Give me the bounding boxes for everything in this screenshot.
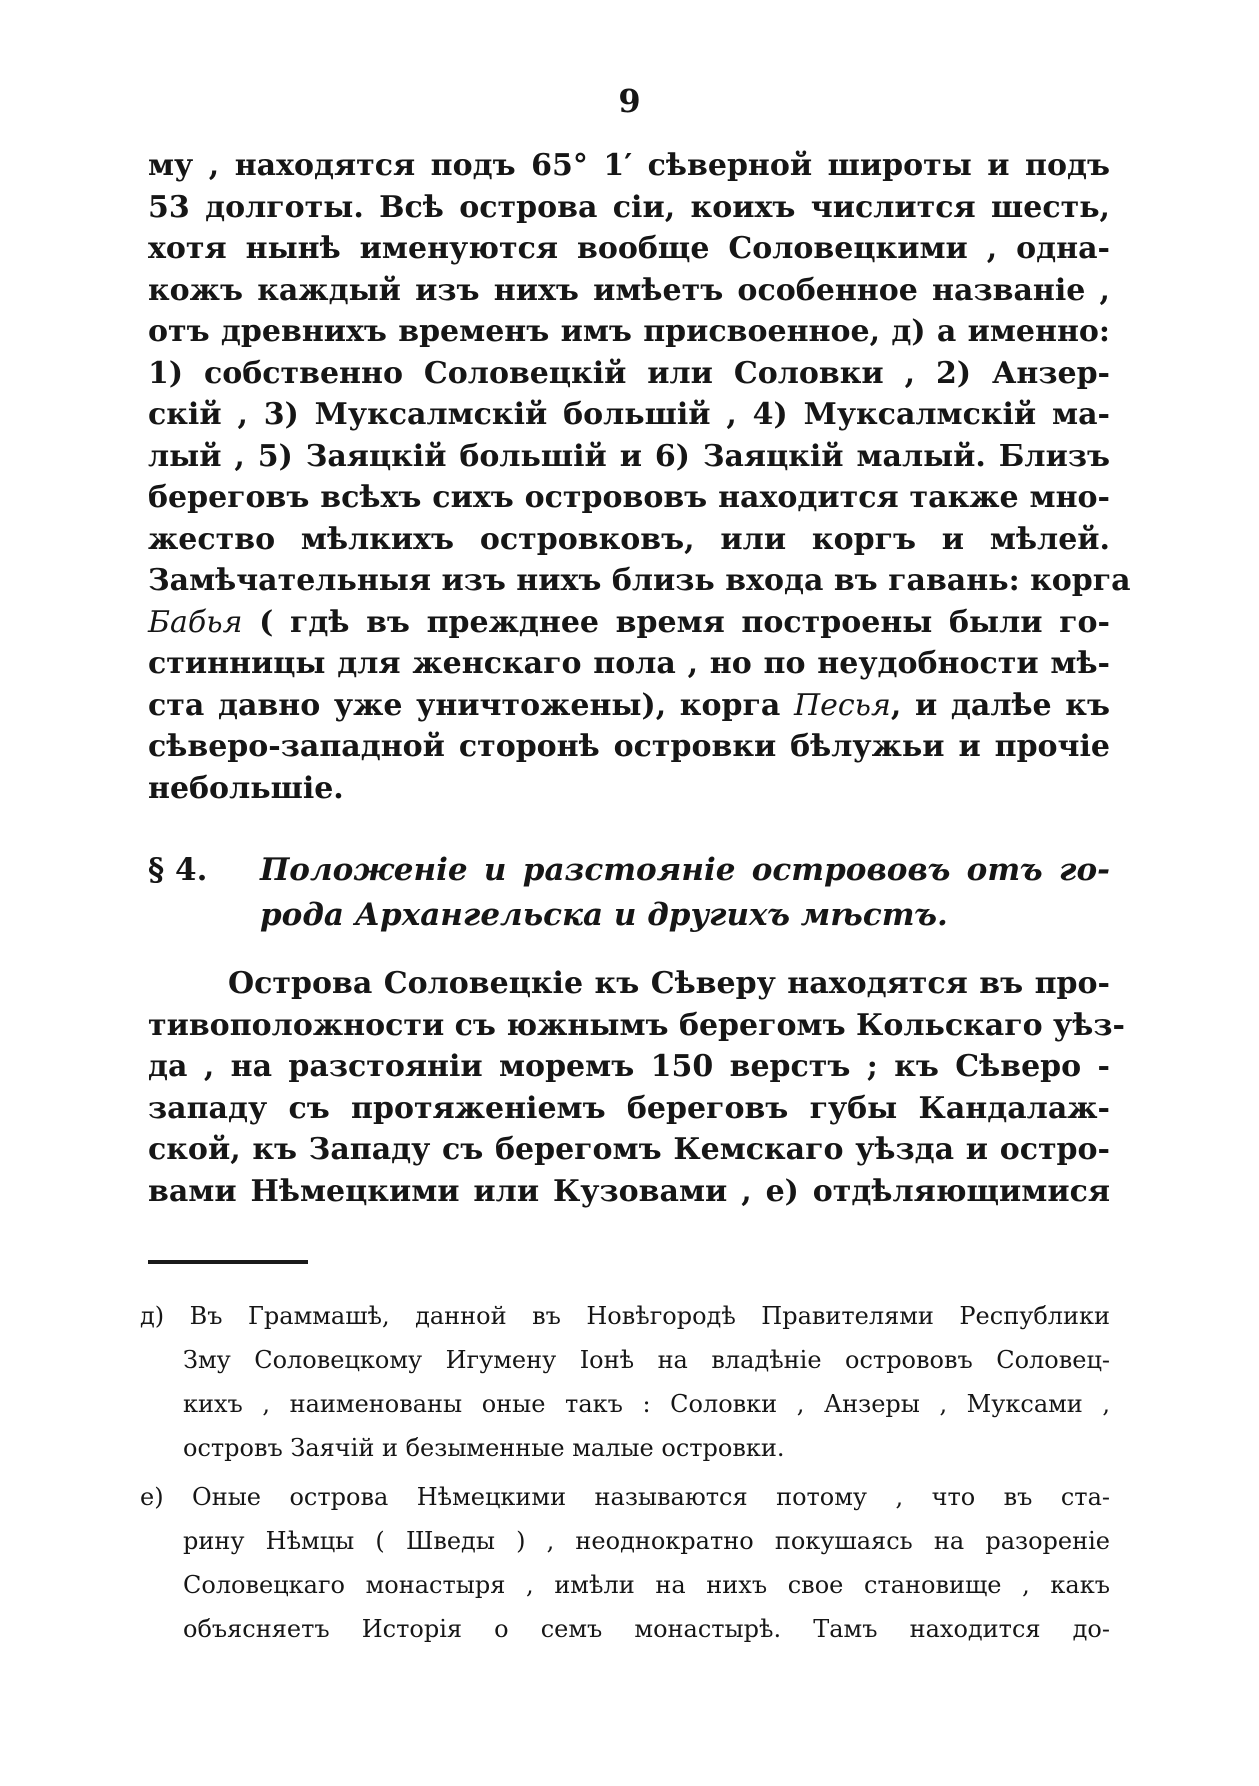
text-line: 53 долготы. Всѣ острова сіи, коихъ числится шесть, xyxy=(148,189,1110,225)
text-line: скій , 3) Муксалмскій большій , 4) Муксалмскій ма- xyxy=(148,397,1110,432)
text-line: западу съ протяженіемъ береговъ губы Кандалаж- xyxy=(148,1090,1110,1126)
text-line: да , на разстояніи моремъ 150 верстъ ; къ Сѣверо - xyxy=(148,1049,1110,1084)
footnote-separator xyxy=(148,1260,308,1264)
footnote-d xyxy=(140,1294,1110,1470)
text-line: хотя нынѣ именуются вообще Соловецкими , одна- xyxy=(148,231,1110,266)
text-fragment: , и далѣе къ xyxy=(890,687,1110,723)
paragraph-2 xyxy=(148,963,1125,1212)
text-fragment: ста давно уже уничтожены), корга xyxy=(148,687,794,723)
text-line: Замѣчательныя изъ нихъ близь входа въ гавань: корга xyxy=(148,563,1131,598)
section-title xyxy=(260,848,1110,938)
footnote-e xyxy=(140,1475,1110,1651)
text-line: сѣверо-западной сторонѣ островки бѣлужьи и прочіе xyxy=(148,729,1110,764)
text-line: 1) собственно Соловецкій или Соловки , 2) Анзер- xyxy=(148,355,1110,391)
footnote-line: островъ Заячій и безыменные малые островки. xyxy=(183,1434,785,1462)
footnote-line: е) Оные острова Нѣмецкими называются потому , что въ ста- xyxy=(140,1483,1110,1511)
text-line: береговъ всѣхъ сихъ острововъ находится также мно- xyxy=(148,480,1110,515)
text-line: небольшіе. xyxy=(148,770,344,806)
text-line: кожъ каждый изъ нихъ имѣетъ особенное названіе , xyxy=(148,272,1110,308)
section-title-line: рода Архангельска и другихъ мѣстъ. xyxy=(260,897,948,933)
text-line: стинницы для женскаго пола , но по неудобности мѣ- xyxy=(148,646,1110,681)
section-number: § 4. xyxy=(148,852,208,888)
text-line: тивоположности съ южнымъ берегомъ Кольскаго уѣз- xyxy=(148,1007,1125,1043)
text-line: ской, къ Западу съ берегомъ Кемскаго уѣзда и остро- xyxy=(148,1132,1110,1167)
page-number: 9 xyxy=(618,82,641,120)
footnote-line: рину Нѣмцы ( Шведы ) , неоднократно покушаясь на разореніе xyxy=(183,1527,1110,1555)
text-line: Острова Соловецкіе къ Сѣверу находятся въ про- xyxy=(228,966,1110,1001)
italic-place-name: Бабья xyxy=(148,604,243,640)
text-line: вами Нѣмецкими или Кузовами , е) отдѣляющимися xyxy=(148,1173,1110,1209)
text-line: отъ древнихъ временъ имъ присвоенное, д) а именно: xyxy=(148,314,1110,349)
footnote-line: объясняетъ Исторія о семъ монастырѣ. Тамъ находится до- xyxy=(183,1615,1110,1643)
paragraph-1 xyxy=(148,145,1131,809)
footnote-line: Соловецкаго монастыря , имѣли на нихъ свое становище , какъ xyxy=(183,1571,1110,1599)
text-line: лый , 5) Заяцкій большій и 6) Заяцкій малый. Близъ xyxy=(148,438,1110,474)
footnote-line: д) Въ Граммашѣ, данной въ Новѣгородѣ Правителями Республики xyxy=(140,1302,1110,1330)
text-fragment: ( гдѣ въ прежднее время построены были го- xyxy=(242,604,1110,640)
text-line xyxy=(148,602,1110,644)
text-line: жество мѣлкихъ островковъ, или коргъ и мѣлей. xyxy=(148,521,1110,557)
text-line xyxy=(148,685,1110,727)
italic-place-name: Песья xyxy=(793,687,891,723)
text-line: му , находятся подъ 65° 1′ сѣверной широты и подъ xyxy=(148,148,1110,183)
footnote-line: Зму Соловецкому Игумену Іонѣ на владѣніе острововъ Соловец- xyxy=(183,1346,1110,1374)
section-title-line: Положеніе и разстояніе острововъ отъ го- xyxy=(260,852,1110,888)
footnote-line: кихъ , наименованы оные такъ : Соловки , Анзеры , Муксами , xyxy=(183,1390,1110,1418)
